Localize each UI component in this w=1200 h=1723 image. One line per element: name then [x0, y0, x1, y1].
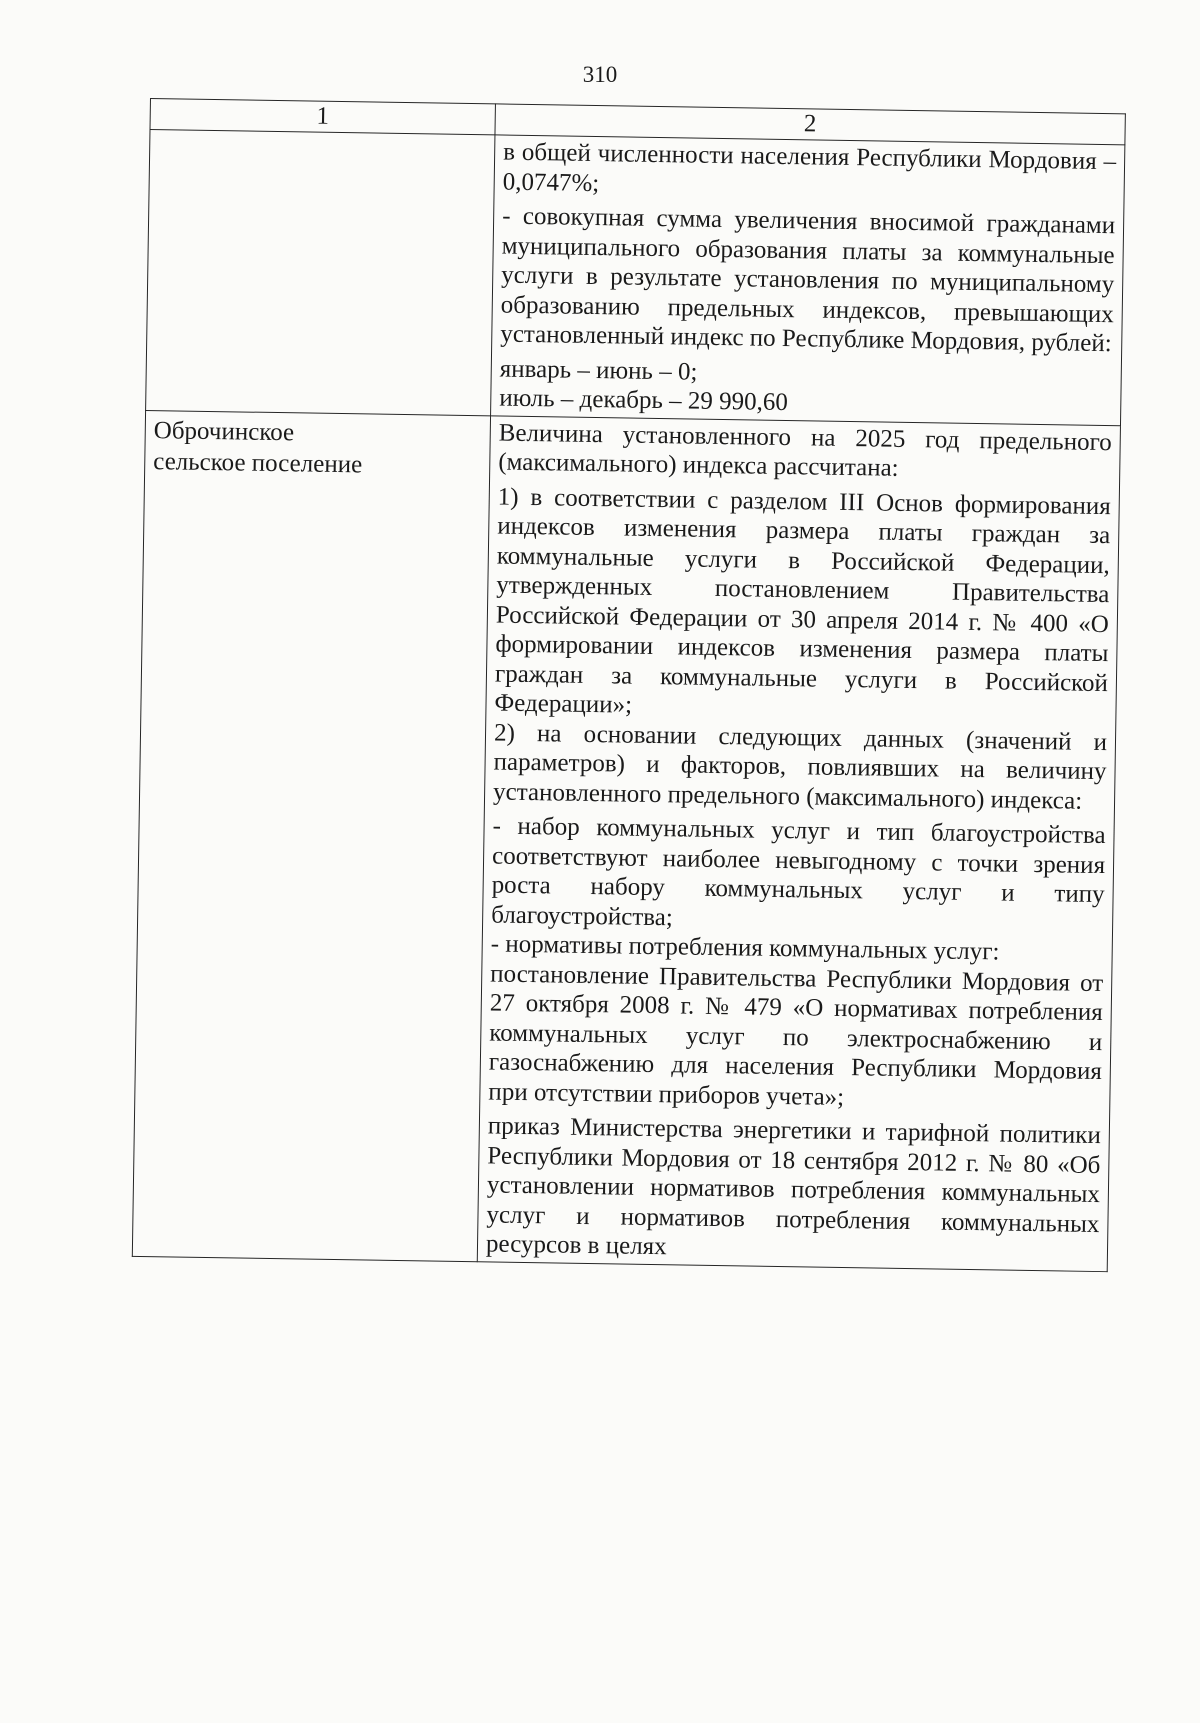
paragraph: Величина установленного на 2025 год предельного (максимального) индекса рассчитана:	[498, 419, 1112, 482]
description-cell	[491, 135, 1125, 425]
column-header-1: 1	[150, 99, 495, 135]
document-sheet	[132, 98, 1125, 1272]
paragraph: январь – июнь – 0;	[499, 355, 698, 386]
page-number: 310	[582, 62, 618, 87]
municipality-cell-empty	[146, 130, 495, 416]
table-row	[132, 410, 1120, 1271]
paragraph: - нормативы потребления коммунальных услуг:	[490, 930, 1000, 966]
paragraph: - совокупная сумма увеличения вносимой гражданами муниципального образования платы за коммунальные услуги в результате установления по муниципальному образованию предельных индексов, превышающих установленный индекс по Республике Мордовия, рублей:	[500, 202, 1116, 358]
paragraph: 1) в соответствии с разделом III Основ формирования индексов изменения размера платы граждан за коммунальные услуги в Российской Федерации, утвержденных постановлением Правительства Российской Федерации от 30 апреля 2014 г. № 400 «О формировании индексов изменения размера платы граждан за коммунальные услуги в Российской Федерации»;	[494, 483, 1111, 719]
paragraph: 2) на основании следующих данных (значений и параметров) и факторов, повлиявших на величину установленного предельного (максимального) индекса:	[492, 718, 1108, 815]
description-cell	[477, 415, 1120, 1271]
paragraph: июль – декабрь – 29 990,60	[499, 384, 789, 417]
table-row	[146, 130, 1125, 426]
municipality-cell	[132, 410, 490, 1261]
column-header-2: 2	[495, 104, 1125, 145]
municipality-name: Оброчинское	[153, 416, 295, 446]
paragraph: приказ Министерства энергетики и тарифной политики Республики Мордовия от 18 сентября 2012 г. № 80 «Об установлении нормативов потребления коммунальных услуг и нормативов потребления коммунальных ресурсов в целях	[485, 1112, 1102, 1261]
paragraph: в общей численности населения Республики Мордовия – 0,0747%;	[502, 138, 1117, 197]
paragraph: постановление Правительства Республики Мордовия от 27 октября 2008 г. № 479 «О нормативах потребления коммунальных услуг по электроснабжению и газоснабжению для населения Республики Мордовия при отсутствии приборов учета»;	[488, 959, 1104, 1111]
municipality-type: сельское поселение	[153, 447, 363, 478]
index-table	[132, 98, 1126, 1272]
paragraph: - набор коммунальных услуг и тип благоустройства соответствуют наиболее невыгодному с точки зрения роста набору коммунальных услуг и типу благоустройства;	[491, 812, 1106, 931]
